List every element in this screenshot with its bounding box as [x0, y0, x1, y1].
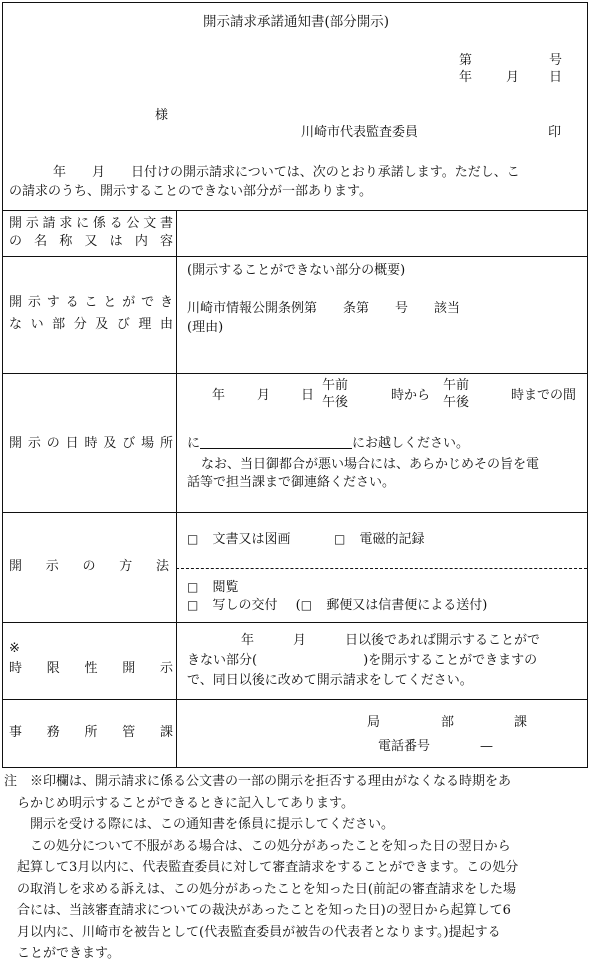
place-come: にお越しください。 [352, 436, 470, 451]
method-option-view [187, 579, 239, 598]
note-line: 合には、当該審査請求についての裁決があったことを知った日)の翌日から起算して6 [4, 903, 511, 918]
mail-open-paren: ( [295, 598, 301, 613]
office-label: 事務所管課 [9, 725, 173, 740]
start-am: 午前 [322, 378, 349, 393]
note-line: 注 ※印欄は、開示請求に係る公文書の一部の開示を拒否する理由がなくなる時期をあ [4, 774, 512, 789]
issuer-name: 川崎市代表監査委員 [301, 125, 419, 140]
row-divider [3, 210, 587, 211]
date-hi: 日 [549, 70, 563, 85]
method-option-document [187, 531, 291, 550]
time-limited-mark: ※ [9, 641, 20, 656]
office-kyoku: 局 [367, 715, 381, 730]
time-limited-line-1: 年 月 日以後であれば開示することがで [241, 633, 541, 648]
option-mail-label: 郵便又は信書便による送付) [326, 598, 488, 613]
addressee-suffix: 様 [155, 108, 169, 123]
place-blank [200, 435, 352, 449]
non-disclosure-label-line2: ない部分及び理由 [9, 317, 173, 332]
note-line: の取消しを求める訴えは、この処分があったことを知った日(前記の審査請求をした場 [4, 881, 516, 897]
place-ni: に [187, 436, 201, 451]
note-line: らかじめ明示することができるときに記入してあります。 [4, 795, 354, 811]
non-disclosure-label-line1: 開示することができ [9, 295, 173, 310]
option-electronic-label: 電磁的記録 [359, 532, 425, 547]
method-label: 開示の方法 [9, 559, 169, 574]
method-dashed-divider [176, 568, 587, 569]
office-bu: 部 [441, 715, 455, 730]
non-disclosure-reason: (理由) [187, 320, 224, 335]
datetime-hi: 日 [301, 388, 315, 403]
notice-form-frame [2, 2, 588, 768]
note-line: この処分について不服がある場合は、この処分があったことを知った日の翌日から [4, 838, 511, 854]
number-go: 号 [549, 53, 563, 68]
phone-dash: — [480, 739, 493, 754]
time-limited-line-2b: )を開示することができますの [363, 653, 538, 668]
option-view-label: 閲覧 [212, 580, 239, 595]
number-dai: 第 [459, 53, 473, 68]
notes-section [4, 771, 586, 965]
datetime-nen: 年 [212, 388, 226, 403]
end-ampm [443, 377, 469, 411]
method-option-electronic [334, 531, 425, 550]
date-tsuki: 月 [506, 70, 520, 85]
office-ka: 課 [514, 715, 528, 730]
phone-label: 電話番号 [378, 739, 431, 754]
document-title: 開示請求承諾通知書(部分開示) [202, 14, 390, 30]
notice-line-2: 話等で担当課まで御連絡ください。 [187, 475, 396, 490]
note-line: 月以内に、川崎市を被告として(代表監査委員が被告の代表者となります。)提起する [4, 924, 501, 940]
end-am: 午前 [443, 378, 470, 393]
method-option-copy [187, 597, 487, 616]
checkbox-icon: □ [187, 532, 199, 546]
datetime-tsuki: 月 [257, 388, 271, 403]
document-name-label-line1: 開示請求に係る公文書 [9, 216, 173, 231]
checkbox-icon: □ [187, 598, 199, 612]
document-name-label-line2: の名称又は内容 [9, 234, 173, 249]
end-pm: 午後 [443, 395, 470, 410]
row-divider [3, 256, 587, 257]
row-divider [3, 699, 587, 700]
checkbox-icon: □ [300, 598, 313, 612]
option-document-label: 文書又は図画 [212, 532, 291, 547]
time-from: 時から [391, 388, 431, 403]
ordinance-clause: 川崎市情報公開条例第 条第 号 該当 [187, 301, 461, 316]
note-line: 起算して3月以内に、代表監査委員に対して審査請求をすることができます。この処分 [4, 860, 519, 875]
intro-line-2: の請求のうち、開示することのできない部分が一部あります。 [9, 184, 372, 199]
time-limited-line-2a: きない部分( [187, 653, 258, 668]
date-nen: 年 [459, 70, 473, 85]
time-limited-line-3: で、同日以後に改めて開示請求をしてください。 [187, 673, 473, 688]
place-line [187, 435, 469, 454]
option-copy-label: 写しの交付 [212, 598, 278, 613]
time-until: 時までの間 [511, 388, 577, 403]
note-line: ことができます。 [4, 946, 120, 961]
time-limited-line-2 [187, 652, 537, 671]
checkbox-icon: □ [334, 532, 346, 546]
column-divider [176, 210, 177, 768]
row-divider [3, 622, 587, 623]
seal-mark: 印 [548, 125, 562, 140]
notice-line-1: なお、当日御都合が悪い場合には、あらかじめその旨を電 [201, 457, 540, 472]
start-pm: 午後 [322, 395, 349, 410]
note-line: 開示を受ける際には、この通知書を係員に提示してください。 [4, 817, 395, 832]
start-ampm [322, 377, 348, 411]
non-disclosure-summary: (開示することができない部分の概要) [187, 263, 406, 278]
row-divider [3, 373, 587, 374]
checkbox-icon: □ [187, 580, 199, 594]
intro-line-1: 年 月 日付けの開示請求については、次のとおり承諾します。ただし、こ [53, 165, 520, 180]
row-divider [3, 512, 587, 513]
time-limited-label: 時限性開示 [9, 661, 173, 676]
datetime-place-label: 開示の日時及び場所 [9, 436, 173, 451]
